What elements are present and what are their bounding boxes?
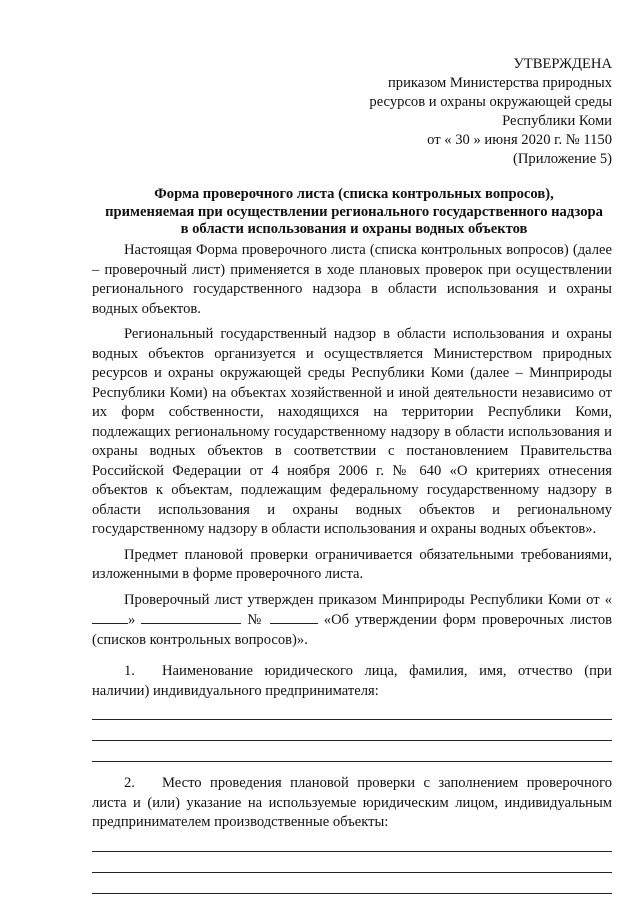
order-number-blank[interactable] (270, 610, 318, 624)
item-entity-name (92, 662, 612, 701)
approval-text-quote: » (128, 612, 136, 628)
approval-heading: УТВЕРЖДЕНА (513, 56, 612, 72)
approval-text-end: «Об утверждении форм проверочных листов (списков контрольных вопросов)». (92, 612, 613, 648)
fill-line[interactable] (92, 893, 612, 894)
title-line: Форма проверочного листа (списка контрольных вопросов), (154, 186, 554, 202)
paragraph-scope: Настоящая Форма проверочного листа (списка контрольных вопросов) (далее – проверочный лист) применяется в ходе плановых проверок при осуществлении регионального государственного надзора в области использования и охраны водных объектов. (92, 242, 612, 317)
day-blank[interactable] (92, 610, 128, 624)
fill-line[interactable] (92, 851, 612, 852)
approval-line: Республики Коми (502, 113, 612, 129)
fill-line[interactable] (92, 872, 612, 873)
month-year-blank[interactable] (141, 610, 241, 624)
approval-text-number: № (247, 612, 264, 628)
item-text: Место проведения плановой проверки с заполнением проверочного листа и (или) указание на используемые юридическим лицом, индивидуальным предпринимателем производственные объекты: (92, 775, 612, 830)
approval-line: (Приложение 5) (513, 151, 612, 167)
title-line: в области использования и охраны водных объектов (180, 221, 528, 237)
approval-text-start: Проверочный лист утвержден приказом Минприроды Республики Коми от « (124, 591, 612, 608)
item-inspection-place (92, 774, 612, 833)
approval-line: от « 30 » июня 2020 г. № 1150 (427, 132, 612, 148)
approval-line: приказом Министерства природных (388, 75, 612, 91)
title-line: применяемая при осуществлении регионального государственного надзора (105, 203, 603, 220)
item-text: Наименование юридического лица, фамилия, имя, отчество (при наличии) индивидуального предпринимателя: (92, 663, 612, 699)
fill-line[interactable] (92, 740, 612, 741)
approval-line: ресурсов и охраны окружающей среды (369, 94, 612, 110)
fill-line[interactable] (92, 719, 612, 720)
paragraph-approval (92, 591, 612, 651)
document-title (92, 186, 616, 239)
item-number: 1. (124, 663, 135, 679)
paragraph-supervision: Региональный государственный надзор в области использования и охраны водных объектов организуется и осуществляется Министерством природных ресурсов и охраны окружающей среды Республики Коми (далее – Минприроды Республики Коми) на объектах хозяйственной и иной деятельности независимо от их форм собственности, находящихся на территории Республики Коми, подлежащих региональному государственному надзору в области использования и охраны водных объектов в соответствии с постановлением Правительства Российской Федерации от 4 ноября 2006 г. № 640 «О критериях отнесения объектов к объектам, подлежащим федеральному государственному надзору в области использования и охраны водных объектов и региональному государственному надзору в области использования и охраны водных объектов». (92, 326, 612, 537)
item-number: 2. (124, 775, 135, 791)
approval-block (312, 55, 612, 169)
paragraph-subject: Предмет плановой проверки ограничивается обязательными требованиями, изложенными в форме проверочного листа. (92, 546, 612, 582)
document-body (92, 241, 612, 894)
